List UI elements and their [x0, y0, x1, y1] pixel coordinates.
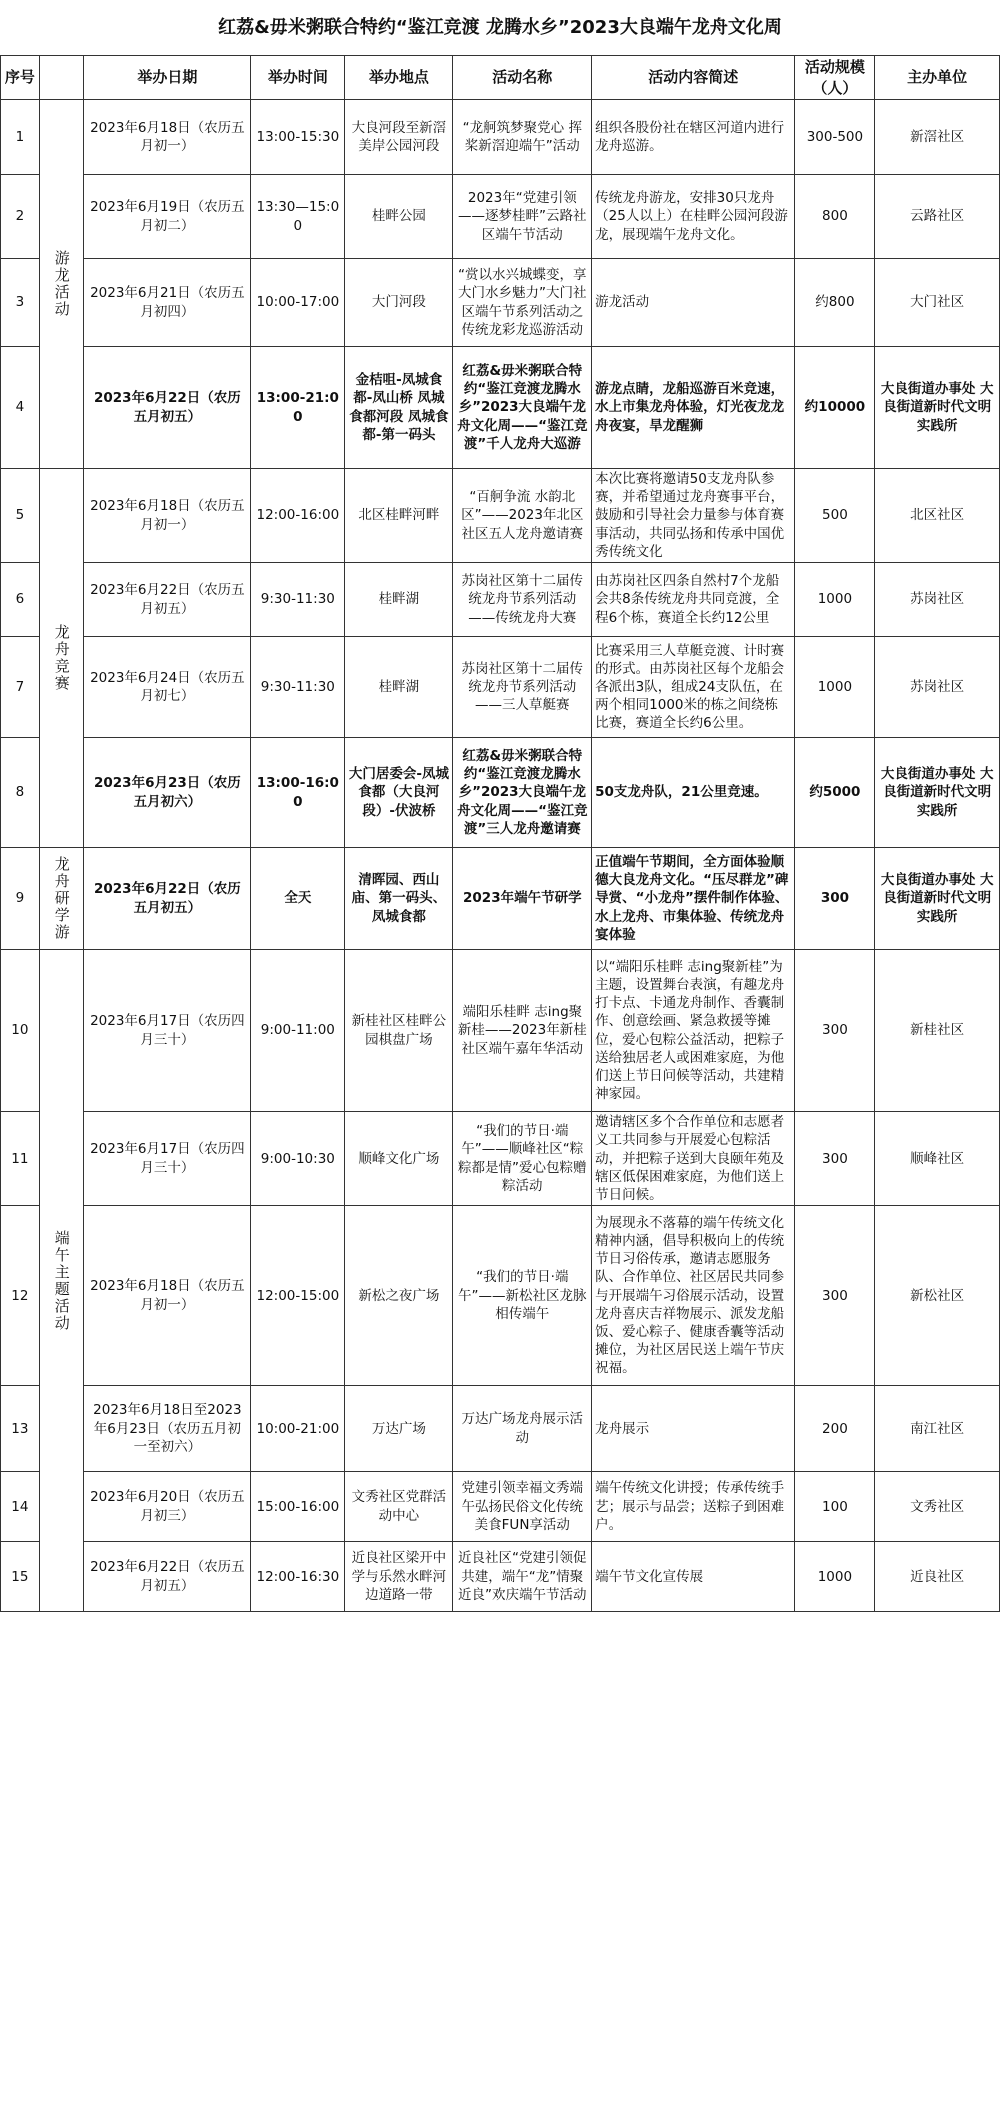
row-number: 12: [1, 1206, 40, 1386]
event-scale: 300: [795, 1206, 875, 1386]
event-place: 万达广场: [345, 1386, 453, 1472]
event-time: 9:00-10:30: [251, 1112, 345, 1206]
event-place: 大门河段: [345, 259, 453, 347]
event-description: 由苏岗社区四条自然村7个龙船会共8条传统龙舟共同竞渡，全程6个栋，赛道全长约12公里: [592, 563, 795, 637]
event-name: 2023年端午节研学: [453, 848, 592, 950]
row-number: 11: [1, 1112, 40, 1206]
table-row: [1, 259, 1000, 347]
event-time: 12:00-16:00: [251, 469, 345, 563]
event-place: 大门居委会-凤城食都（大良河段）-伏波桥: [345, 738, 453, 848]
event-scale: 500: [795, 469, 875, 563]
event-organizer: 大良街道办事处 大良街道新时代文明实践所: [875, 347, 1000, 469]
table-row: [1, 1112, 1000, 1206]
event-organizer: 苏岗社区: [875, 637, 1000, 738]
event-description: 正值端午节期间，全方面体验顺德大良龙舟文化。“压尽群龙”碑导赏、“小龙舟”摆件制作体验、水上龙舟、市集体验、传统龙舟宴体验: [592, 848, 795, 950]
event-time: 12:00-16:30: [251, 1542, 345, 1612]
row-number: 5: [1, 469, 40, 563]
row-number: 4: [1, 347, 40, 469]
event-name: 2023年“党建引领——逐梦桂畔”云路社区端午节活动: [453, 175, 592, 259]
event-organizer: 北区社区: [875, 469, 1000, 563]
event-description: 为展现永不落幕的端午传统文化精神内涵，倡导积极向上的传统节日习俗传承，邀请志愿服务队、合作单位、社区居民共同参与开展端午习俗展示活动，设置龙舟喜庆吉祥物展示、派发龙船饭、爱心粽子、健康香囊等活动摊位，为社区居民送上端午节庆祝福。: [592, 1206, 795, 1386]
event-name: 苏岗社区第十二届传统龙舟节系列活动——传统龙舟大赛: [453, 563, 592, 637]
table-row: [1, 1386, 1000, 1472]
event-name: 端阳乐桂畔 志ing聚新桂——2023年新桂社区端午嘉年华活动: [453, 950, 592, 1112]
table-header-row: [1, 56, 1000, 100]
event-name: 党建引领幸福文秀端午弘扬民俗文化传统美食FUN享活动: [453, 1472, 592, 1542]
row-number: 8: [1, 738, 40, 848]
event-organizer: 顺峰社区: [875, 1112, 1000, 1206]
event-date: 2023年6月18日至2023年6月23日（农历五月初一至初六）: [84, 1386, 251, 1472]
event-scale: 1000: [795, 637, 875, 738]
event-organizer: 新滘社区: [875, 100, 1000, 175]
event-place: 桂畔湖: [345, 637, 453, 738]
event-scale: 约5000: [795, 738, 875, 848]
event-name: “赏以水兴城蝶变，享大门水乡魅力”大门社区端午节系列活动之传统龙彩龙巡游活动: [453, 259, 592, 347]
event-name: “龙舸筑梦聚党心 挥桨新滘迎端午”活动: [453, 100, 592, 175]
event-name: “我们的节日·端午”——新松社区龙脉相传端午: [453, 1206, 592, 1386]
table-row: [1, 848, 1000, 950]
event-scale: 200: [795, 1386, 875, 1472]
event-description: 龙舟展示: [592, 1386, 795, 1472]
event-place: 桂畔湖: [345, 563, 453, 637]
event-organizer: 近良社区: [875, 1542, 1000, 1612]
event-description: 游龙活动: [592, 259, 795, 347]
row-number: 1: [1, 100, 40, 175]
row-number: 7: [1, 637, 40, 738]
category-cell: 龙舟研学游: [39, 848, 84, 950]
table-row: [1, 1542, 1000, 1612]
header-date: 举办日期: [84, 56, 251, 100]
event-time: 15:00-16:00: [251, 1472, 345, 1542]
event-scale: 约10000: [795, 347, 875, 469]
event-name: 苏岗社区第十二届传统龙舟节系列活动——三人草艇赛: [453, 637, 592, 738]
event-place: 新松之夜广场: [345, 1206, 453, 1386]
row-number: 3: [1, 259, 40, 347]
event-date: 2023年6月24日（农历五月初七）: [84, 637, 251, 738]
event-date: 2023年6月22日（农历五月初五）: [84, 347, 251, 469]
activity-table: [0, 55, 1000, 1612]
event-description: 本次比赛将邀请50支龙舟队参赛，并希望通过龙舟赛事平台，鼓励和引导社会力量参与体育赛事活动，共同弘扬和传承中国优秀传统文化: [592, 469, 795, 563]
event-description: 邀请辖区多个合作单位和志愿者义工共同参与开展爱心包粽活动，并把粽子送到大良颐年苑及辖区低保困难家庭，为他们送上节日问候。: [592, 1112, 795, 1206]
event-date: 2023年6月19日（农历五月初二）: [84, 175, 251, 259]
header-name: 活动名称: [453, 56, 592, 100]
event-place: 文秀社区党群活动中心: [345, 1472, 453, 1542]
event-date: 2023年6月23日（农历五月初六）: [84, 738, 251, 848]
event-organizer: 大门社区: [875, 259, 1000, 347]
header-desc: 活动内容简述: [592, 56, 795, 100]
event-name: 红荔&毋米粥联合特约“鉴江竞渡龙腾水乡”2023大良端午龙舟文化周——“鉴江竞渡”千人龙舟大巡游: [453, 347, 592, 469]
event-description: 游龙点睛，龙船巡游百米竞速，水上市集龙舟体验，灯光夜龙龙舟夜宴，旱龙醒狮: [592, 347, 795, 469]
event-name: 红荔&毋米粥联合特约“鉴江竞渡龙腾水乡”2023大良端午龙舟文化周——“鉴江竞渡”三人龙舟邀请赛: [453, 738, 592, 848]
event-date: 2023年6月22日（农历五月初五）: [84, 1542, 251, 1612]
event-place: 新桂社区桂畔公园棋盘广场: [345, 950, 453, 1112]
event-place: 金桔咀-凤城食都-凤山桥 凤城食都河段 凤城食都-第一码头: [345, 347, 453, 469]
table-row: [1, 1472, 1000, 1542]
event-time: 13:30—15:00: [251, 175, 345, 259]
event-organizer: 云路社区: [875, 175, 1000, 259]
event-place: 清晖园、西山庙、第一码头、凤城食都: [345, 848, 453, 950]
category-cell: 游龙活动: [39, 100, 84, 469]
category-cell: 端午主题活动: [39, 950, 84, 1612]
header-no: 序号: [1, 56, 40, 100]
event-scale: 300: [795, 950, 875, 1112]
event-time: 9:30-11:30: [251, 637, 345, 738]
event-name: 万达广场龙舟展示活动: [453, 1386, 592, 1472]
event-time: 12:00-15:00: [251, 1206, 345, 1386]
header-scale: 活动规模（人）: [795, 56, 875, 100]
event-scale: 1000: [795, 563, 875, 637]
event-organizer: 大良街道办事处 大良街道新时代文明实践所: [875, 848, 1000, 950]
event-scale: 100: [795, 1472, 875, 1542]
event-name: “百舸争流 水韵北区”——2023年北区社区五人龙舟邀请赛: [453, 469, 592, 563]
event-date: 2023年6月20日（农历五月初三）: [84, 1472, 251, 1542]
event-name: “我们的节日·端午”——顺峰社区“粽粽都是情”爱心包粽赠粽活动: [453, 1112, 592, 1206]
event-scale: 800: [795, 175, 875, 259]
event-date: 2023年6月18日（农历五月初一）: [84, 469, 251, 563]
table-row: [1, 950, 1000, 1112]
event-organizer: 苏岗社区: [875, 563, 1000, 637]
event-place: 大良河段至新滘美岸公园河段: [345, 100, 453, 175]
table-row: [1, 469, 1000, 563]
event-description: 传统龙舟游龙，安排30只龙舟（25人以上）在桂畔公园河段游龙，展现端午龙舟文化。: [592, 175, 795, 259]
event-time: 13:00-16:00: [251, 738, 345, 848]
event-time: 9:30-11:30: [251, 563, 345, 637]
event-organizer: 新桂社区: [875, 950, 1000, 1112]
row-number: 14: [1, 1472, 40, 1542]
event-scale: 1000: [795, 1542, 875, 1612]
event-time: 9:00-11:00: [251, 950, 345, 1112]
row-number: 6: [1, 563, 40, 637]
event-organizer: 大良街道办事处 大良街道新时代文明实践所: [875, 738, 1000, 848]
event-description: 端午节文化宣传展: [592, 1542, 795, 1612]
table-row: [1, 1206, 1000, 1386]
event-description: 端午传统文化讲授；传承传统手艺；展示与品尝；送粽子到困难户。: [592, 1472, 795, 1542]
event-date: 2023年6月18日（农历五月初一）: [84, 100, 251, 175]
event-date: 2023年6月17日（农历四月三十）: [84, 1112, 251, 1206]
header-place: 举办地点: [345, 56, 453, 100]
event-time: 全天: [251, 848, 345, 950]
header-organizer: 主办单位: [875, 56, 1000, 100]
event-date: 2023年6月22日（农历五月初五）: [84, 563, 251, 637]
table-row: [1, 100, 1000, 175]
event-description: 组织各股份社在辖区河道内进行龙舟巡游。: [592, 100, 795, 175]
event-scale: 约800: [795, 259, 875, 347]
row-number: 9: [1, 848, 40, 950]
event-date: 2023年6月21日（农历五月初四）: [84, 259, 251, 347]
event-place: 顺峰文化广场: [345, 1112, 453, 1206]
table-row: [1, 347, 1000, 469]
event-time: 13:00-21:00: [251, 347, 345, 469]
category-cell: 龙舟竞赛: [39, 469, 84, 848]
row-number: 15: [1, 1542, 40, 1612]
event-organizer: 文秀社区: [875, 1472, 1000, 1542]
event-time: 10:00-17:00: [251, 259, 345, 347]
event-place: 近良社区梁开中学与乐然水畔河边道路一带: [345, 1542, 453, 1612]
event-date: 2023年6月17日（农历四月三十）: [84, 950, 251, 1112]
header-time: 举办时间: [251, 56, 345, 100]
header-category: [39, 56, 84, 100]
event-date: 2023年6月18日（农历五月初一）: [84, 1206, 251, 1386]
table-row: [1, 563, 1000, 637]
event-scale: 300: [795, 1112, 875, 1206]
event-place: 桂畔公园: [345, 175, 453, 259]
event-scale: 300-500: [795, 100, 875, 175]
event-organizer: 南江社区: [875, 1386, 1000, 1472]
event-organizer: 新松社区: [875, 1206, 1000, 1386]
event-time: 10:00-21:00: [251, 1386, 345, 1472]
event-description: 50支龙舟队，21公里竞速。: [592, 738, 795, 848]
table-row: [1, 175, 1000, 259]
event-time: 13:00-15:30: [251, 100, 345, 175]
event-scale: 300: [795, 848, 875, 950]
row-number: 10: [1, 950, 40, 1112]
event-date: 2023年6月22日（农历五月初五）: [84, 848, 251, 950]
event-description: 比赛采用三人草艇竞渡、计时赛的形式。由苏岗社区每个龙船会各派出3队，组成24支队伍，在两个相同1000米的栋之间绕栋比赛，赛道全长约6公里。: [592, 637, 795, 738]
row-number: 13: [1, 1386, 40, 1472]
event-description: 以“端阳乐桂畔 志ing聚新桂”为主题，设置舞台表演，有趣龙舟打卡点、卡通龙舟制作、香囊制作、创意绘画、紧急救援等摊位，爱心包粽公益活动，把粽子送给独居老人或困难家庭，为他们送上节日问候等活动，共建精神家园。: [592, 950, 795, 1112]
event-place: 北区桂畔河畔: [345, 469, 453, 563]
event-name: 近良社区“党建引领促共建，端午“龙”情聚近良”欢庆端午节活动: [453, 1542, 592, 1612]
table-row: [1, 738, 1000, 848]
row-number: 2: [1, 175, 40, 259]
page-title: 红荔&毋米粥联合特约“鉴江竞渡 龙腾水乡”2023大良端午龙舟文化周: [218, 17, 782, 38]
table-row: [1, 637, 1000, 738]
